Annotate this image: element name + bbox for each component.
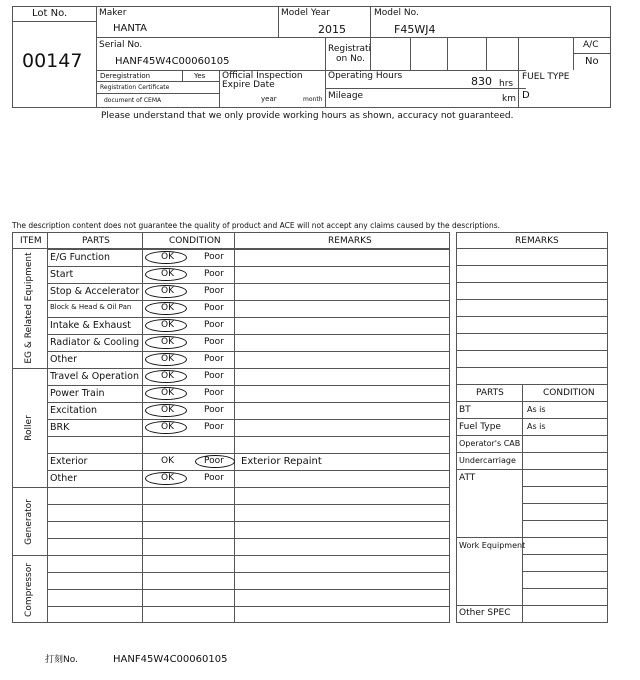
col-condition: CONDITION [169,236,221,246]
row-line [47,606,450,607]
disclaimer: The description content does not guarantee the quality of product and ACE will not accept any claims caused by the descriptions. [12,221,501,230]
model-year: 2015 [318,23,346,36]
right-remarks-label: REMARKS [515,236,559,246]
section-eg: EG & Related Equipment [24,252,34,364]
ok-option: OK [161,473,174,483]
part-name: Block & Head & Oil Pan [50,303,132,311]
ok-option: OK [161,320,174,330]
poor-option: Poor [204,371,224,381]
row-line [47,572,450,573]
row-line [47,538,450,539]
col-parts: PARTS [82,236,110,246]
section-roller: Roller [24,415,34,441]
table-row [47,351,450,368]
part-name: Intake & Exhaust [50,320,131,331]
ok-option: OK [161,388,174,398]
poor-circle-mark [195,455,235,468]
registration-cert-label: Registration Certificate [100,84,170,91]
right-condition-label: CONDITION [543,388,595,398]
model-year-label: Model Year [281,8,330,18]
poor-option: Poor [204,252,224,262]
stamp-no: HANF45W4C00060105 [113,654,228,665]
operating-hours: 830 [471,75,492,88]
ok-option: OK [161,337,174,347]
ok-option: OK [161,303,174,313]
part-name: E/G Function [50,252,110,263]
registration-no-label-1: Registrati [328,44,372,54]
ac-value: No [585,56,599,67]
ok-circle-mark [145,251,187,264]
model-no: F45WJ4 [394,23,436,36]
part-name: Power Train [50,388,105,399]
cema-label: document of CEMA [104,97,162,104]
serial-no: HANF45W4C00060105 [115,56,230,67]
official-inspection-label-1: Official Inspection [222,71,303,81]
poor-option: Poor [204,456,224,466]
poor-option: Poor [204,286,224,296]
table-row [47,436,450,453]
model-no-label: Model No. [374,8,419,18]
ok-option: OK [161,422,174,432]
ok-circle-mark [145,387,187,400]
month-label: month [303,96,323,103]
ok-circle-mark [145,472,187,485]
ok-circle-mark [145,421,187,434]
table-row [47,266,450,283]
lot-no-label: Lot No. [32,8,68,19]
ok-option: OK [161,456,174,466]
ok-option: OK [161,286,174,296]
poor-option: Poor [204,354,224,364]
fuel-type: D [522,90,530,101]
year-label: year [261,95,277,103]
deregistration-label: Deregistration [100,72,151,80]
maker-label: Maker [99,8,127,18]
col-remarks: REMARKS [328,236,372,246]
hrs-label: hrs [499,79,514,89]
poor-option: Poor [204,303,224,313]
official-inspection-label-2: Expire Date [222,80,275,90]
ok-circle-mark [145,268,187,281]
maker: HANTA [113,23,148,34]
poor-option: Poor [204,388,224,398]
lot-no: 00147 [22,50,83,72]
right-part-operator-cab: Operator's CAB [459,439,521,448]
part-name: Exterior [50,456,88,467]
table-row [47,385,450,402]
operating-hours-label: Operating Hours [328,71,403,81]
ok-option: OK [161,252,174,262]
ok-option: OK [161,269,174,279]
section-compressor: Compressor [24,563,34,617]
ok-circle-mark [145,370,187,383]
row-line [47,487,450,488]
poor-option: Poor [204,405,224,415]
right-parts-label: PARTS [476,388,504,398]
mileage-label: Mileage [328,91,364,101]
other-spec-label: Other SPEC [459,608,511,618]
part-name: Radiator & Cooling [50,337,140,348]
poor-option: Poor [204,422,224,432]
right-part-undercarriage: Undercarriage [459,456,516,465]
work-equipment-label: Work Equipment [459,541,526,550]
right-condition-fuel-type: As is [527,422,546,431]
fuel-type-label: FUEL TYPE [522,72,570,82]
part-name: BRK [50,422,70,433]
stamp-label: 打刻No. [45,655,78,665]
ok-option: OK [161,371,174,381]
part-name: Other [50,473,77,484]
remark-text: Exterior Repaint [241,456,322,467]
deregistration-value: Yes [194,72,206,80]
right-part-bt: BT [459,405,471,415]
table-row [47,419,450,436]
ok-circle-mark [145,336,187,349]
table-row [47,470,450,487]
ok-circle-mark [145,319,187,332]
ok-option: OK [161,405,174,415]
ac-label: A/C [583,40,599,50]
poor-option: Poor [204,473,224,483]
col-item: ITEM [20,236,42,246]
right-condition-bt: As is [527,405,546,414]
row-line [47,521,450,522]
right-part-fuel-type: Fuel Type [459,422,501,432]
ok-circle-mark [145,404,187,417]
table-row [47,402,450,419]
poor-option: Poor [204,320,224,330]
part-name: Start [50,269,74,280]
part-name: Excitation [50,405,98,416]
row-line [47,504,450,505]
registration-no-label-2: on No. [336,54,366,64]
ok-circle-mark [145,302,187,315]
part-name: Travel & Operation [50,371,139,382]
part-name: Stop & Accelerator [50,286,140,297]
poor-option: Poor [204,269,224,279]
poor-option: Poor [204,337,224,347]
hours-note: Please understand that we only provide working hours as shown, accuracy not guaranteed. [101,111,514,121]
serial-no-label: Serial No. [99,40,143,50]
part-name: Other [50,354,77,365]
km-label: km [502,94,516,104]
right-part-att: ATT [459,473,476,483]
ok-circle-mark [145,285,187,298]
ok-circle-mark [145,353,187,366]
row-line [47,555,450,556]
section-generator: Generator [24,499,34,545]
row-line [47,589,450,590]
ok-option: OK [161,354,174,364]
